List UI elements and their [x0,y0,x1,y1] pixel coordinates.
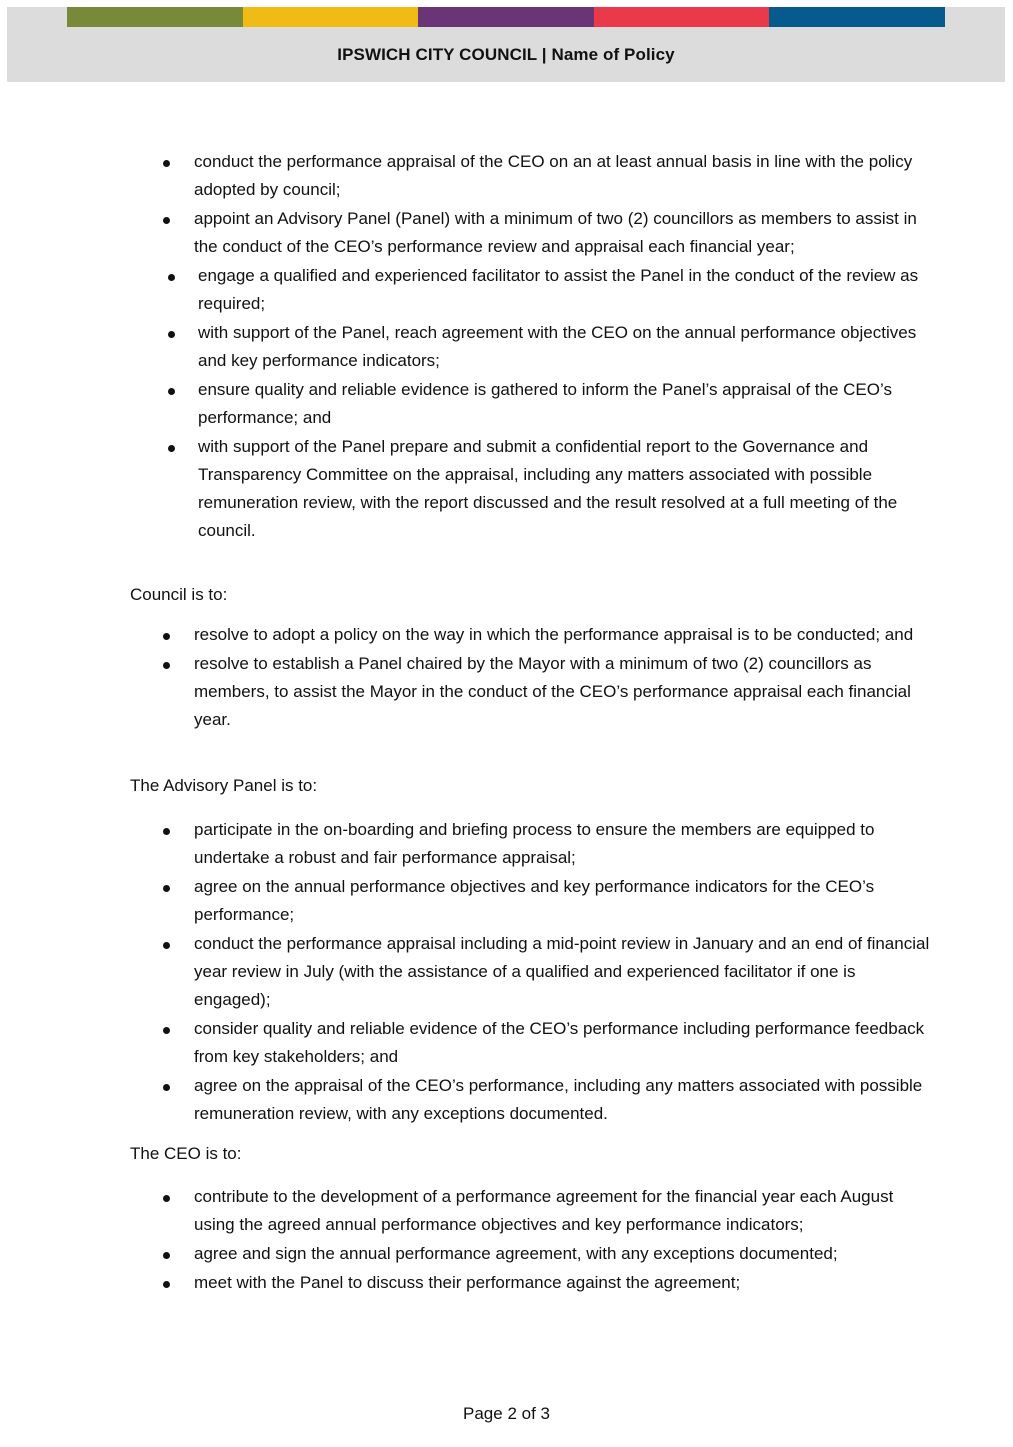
list-item-text: meet with the Panel to discuss their performance against the agreement; [194,1273,741,1292]
bullet-icon [168,445,175,452]
list-item-text: ensure quality and reliable evidence is gathered to inform the Panel’s appraisal of the CEO’s performance; and [198,380,892,427]
list-item-text: consider quality and reliable evidence of the CEO’s performance including performance feedback from key stakeholders; and [194,1019,925,1066]
list-item-text: conduct the performance appraisal including a mid-point review in January and an end of financial year review in July (with the assistance of a qualified and experienced facilitator if one is engaged); [194,934,930,1009]
bullet-icon [168,331,175,338]
list-item [0,621,929,649]
list-item-text: resolve to establish a Panel chaired by the Mayor with a minimum of two (2) councillors as members, to assist the Mayor in the conduct of the CEO’s performance appraisal each financial year. [194,654,911,729]
list-item [0,205,934,261]
list-item-text: with support of the Panel, reach agreement with the CEO on the annual performance objectives and key performance indicators; [198,323,917,370]
list-item-text: appoint an Advisory Panel (Panel) with a minimum of two (2) councillors as members to assist in the conduct of the CEO’s performance review and appraisal each financial year; [194,209,917,256]
page-header [7,7,1005,82]
bullet-icon [168,274,175,281]
list-item-text: conduct the performance appraisal of the CEO on an at least annual basis in line with the policy adopted by council; [194,152,913,199]
list-item [0,262,938,318]
list-item [0,1269,954,1297]
list-item [0,1240,954,1268]
color-bar-segment-purple [418,7,594,27]
list-item-text: contribute to the development of a performance agreement for the financial year each August using the agreed annual performance objectives and key performance indicators; [194,1187,894,1234]
mayor-responsibilities-list [0,148,1013,546]
ceo-heading: The CEO is to: [130,1144,242,1163]
list-item-text: agree on the annual performance objectives and key performance indicators for the CEO’s performance; [194,877,875,924]
bullet-icon [163,662,170,669]
list-item [0,433,908,545]
ceo-responsibilities-list [0,1183,1013,1298]
bullet-icon [163,217,170,224]
list-item-text: engage a qualified and experienced facilitator to assist the Panel in the conduct of the review as required; [198,266,919,313]
council-heading: Council is to: [130,585,228,604]
list-item-text: agree and sign the annual performance agreement, with any exceptions documented; [194,1244,838,1263]
bullet-icon [163,1252,170,1259]
color-bar-segment-yellow [243,7,419,27]
list-item [0,1015,934,1071]
list-item [0,1183,924,1239]
list-item [0,873,934,929]
council-responsibilities-list [0,621,1013,735]
header-color-bar [67,7,945,27]
header-title: IPSWICH CITY COUNCIL | Name of Policy [337,45,675,64]
advisory-panel-heading: The Advisory Panel is to: [130,776,318,795]
bullet-icon [163,1027,170,1034]
list-item [0,148,934,204]
bullet-icon [163,1281,170,1288]
list-item [0,376,938,432]
list-item [0,650,934,734]
page-number: Page 2 of 3 [463,1404,550,1423]
list-item-text: agree on the appraisal of the CEO’s performance, including any matters associated with possible remuneration review, with any exceptions documented. [194,1076,923,1123]
list-item [0,319,938,375]
bullet-icon [163,828,170,835]
color-bar-segment-green [67,7,243,27]
color-bar-segment-blue [769,7,945,27]
bullet-icon [163,1084,170,1091]
bullet-icon [163,160,170,167]
bullet-icon [163,942,170,949]
list-item-text: participate in the on-boarding and briefing process to ensure the members are equipped to undertake a robust and fair performance appraisal; [194,820,875,867]
advisory-panel-responsibilities-list [0,816,1013,1129]
list-item-text: resolve to adopt a policy on the way in which the performance appraisal is to be conducted; and [194,625,914,644]
bullet-icon [163,1195,170,1202]
list-item [0,816,934,872]
list-item-text: with support of the Panel prepare and submit a confidential report to the Governance and Transparency Committee on the appraisal, including any matters associated with possible remuneration review, with the report discussed and the result resolved at a full meeting of the council. [198,437,898,540]
bullet-icon [168,388,175,395]
list-item [0,930,934,1014]
bullet-icon [163,633,170,640]
color-bar-segment-red [594,7,770,27]
list-item [0,1072,934,1128]
bullet-icon [163,885,170,892]
